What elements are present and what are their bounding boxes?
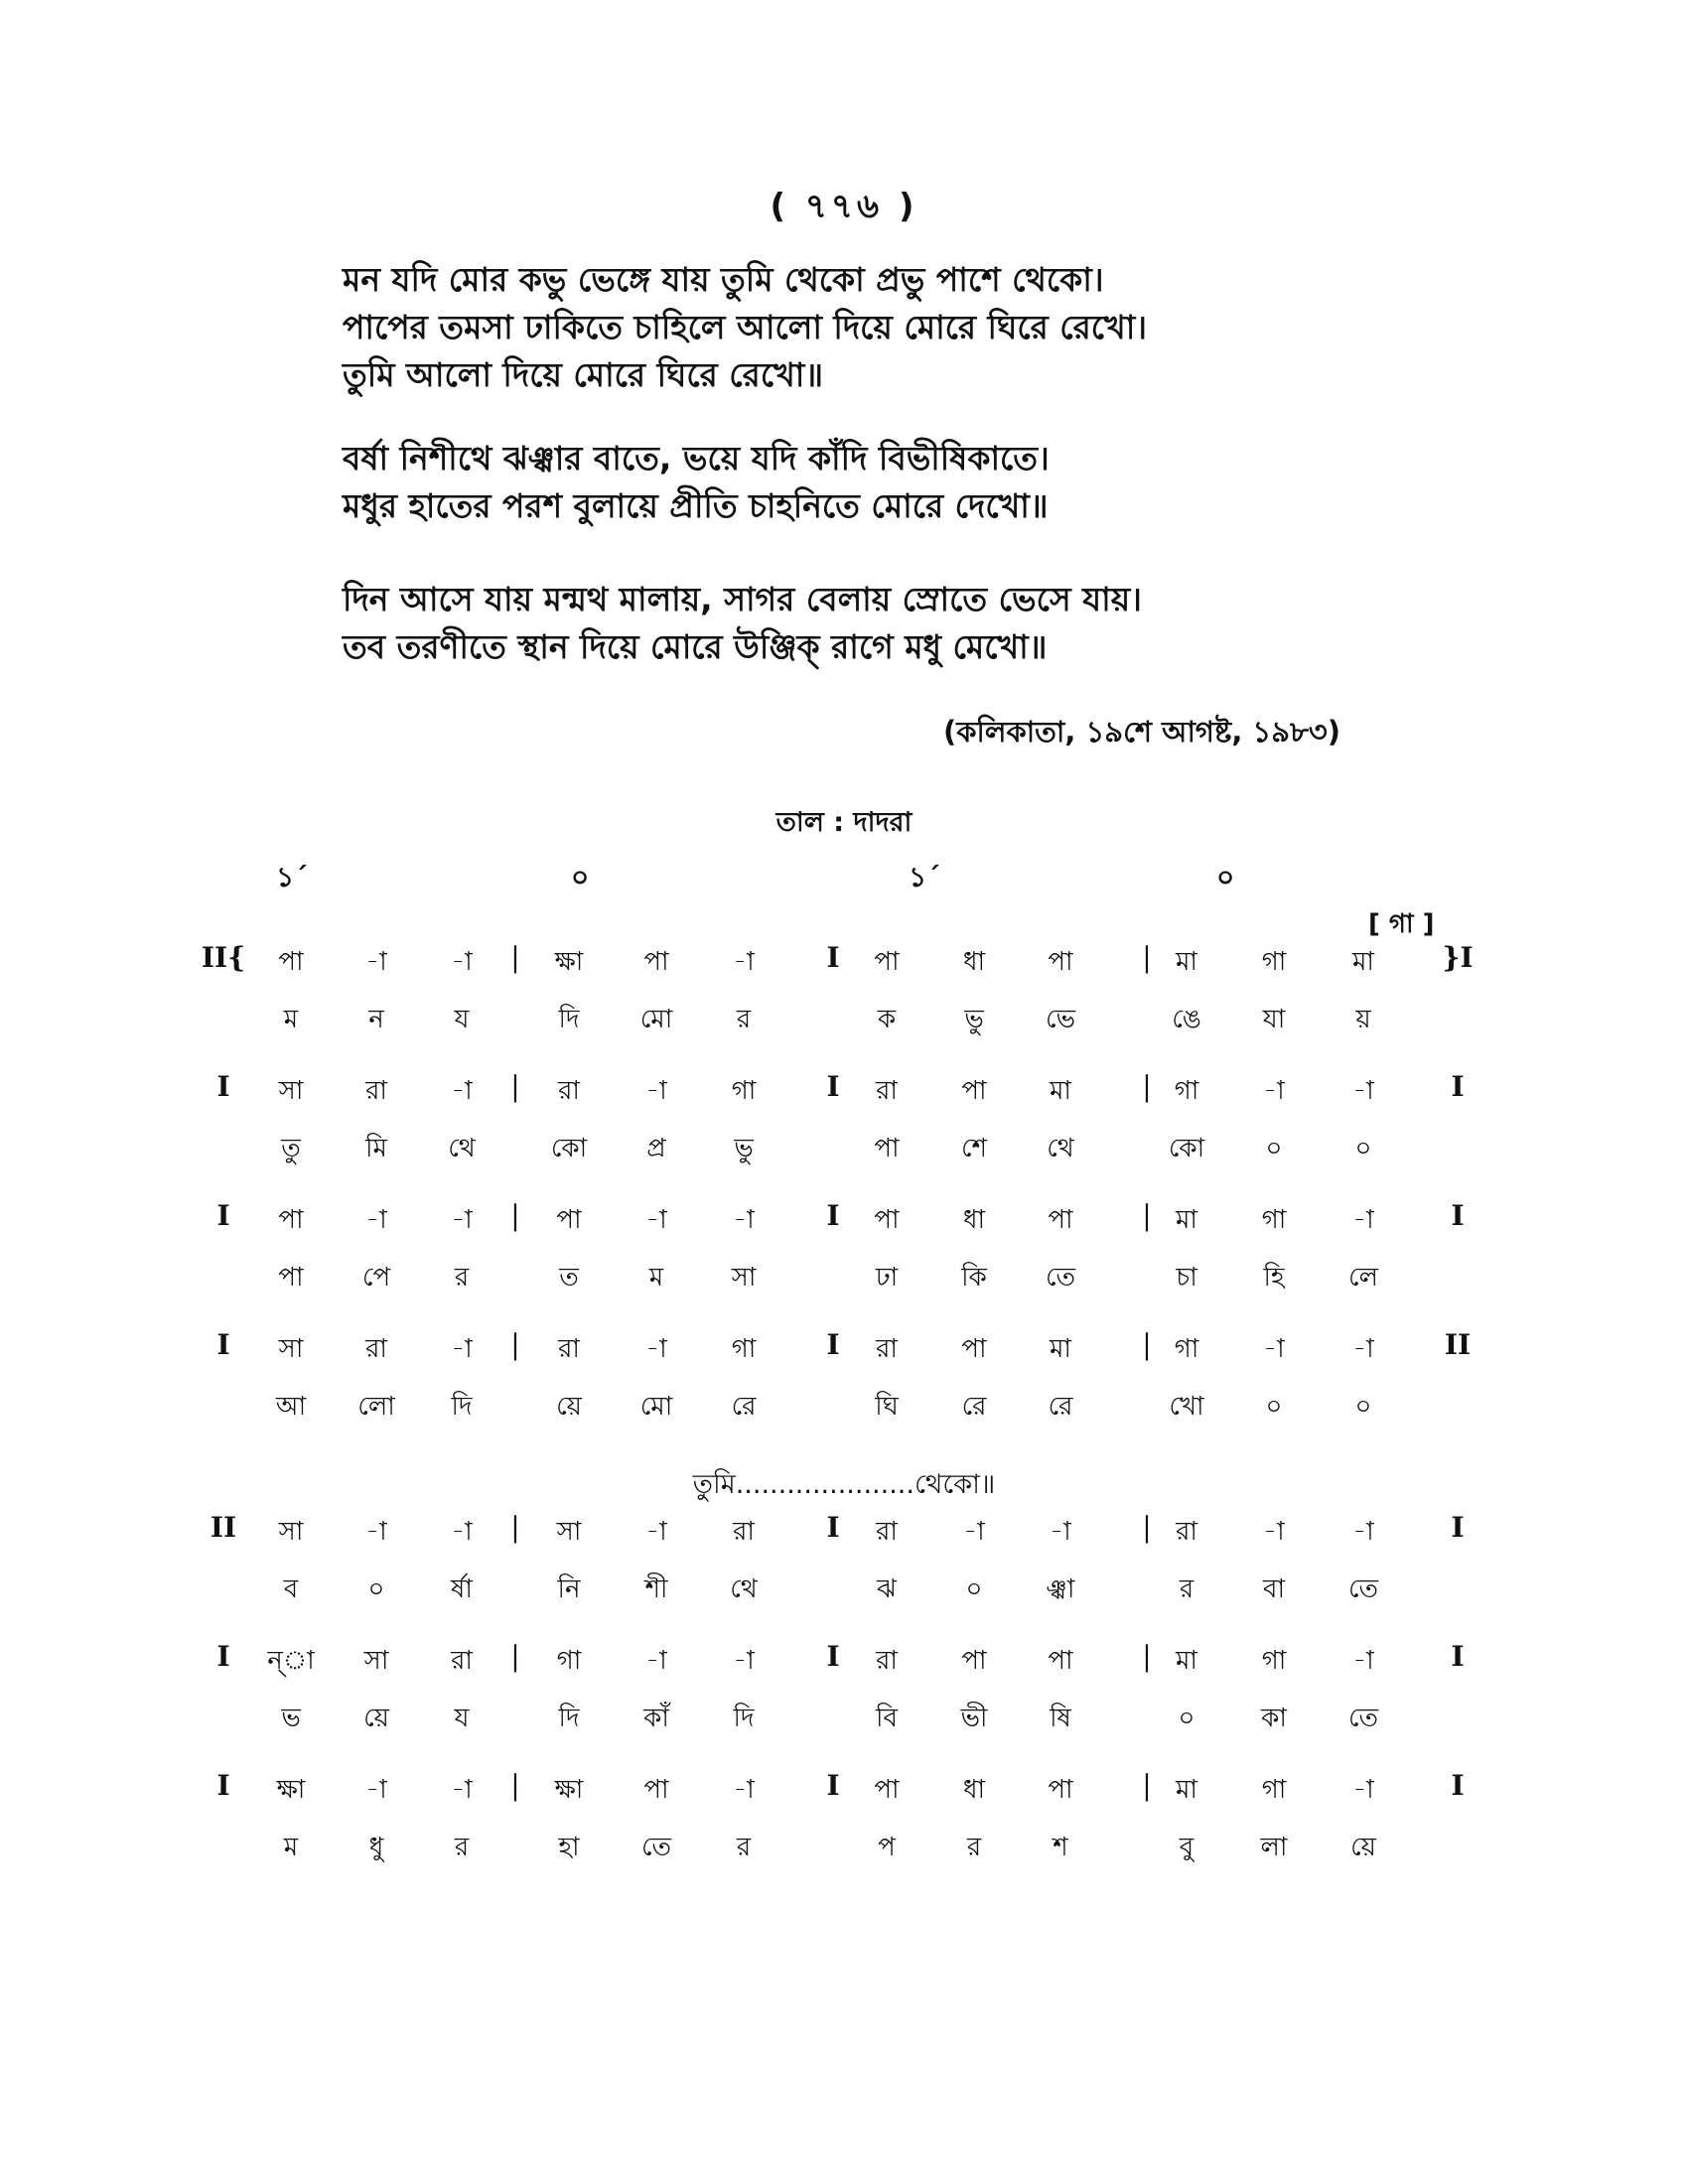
beat-divider: | — [1142, 1511, 1152, 1544]
lyric-syllable: য় — [1355, 1005, 1371, 1034]
swara-cell: পা — [961, 1646, 987, 1676]
stanza-2 — [343, 435, 1375, 530]
swara-cell: গা — [1261, 947, 1287, 977]
beat-divider: | — [510, 941, 520, 974]
swara-cell: গা — [731, 1076, 757, 1106]
swara-cell: রা — [876, 1517, 898, 1547]
bar-line: I — [826, 1640, 840, 1673]
lyric-syllable: রে — [961, 1392, 987, 1422]
swara-cell: মা — [1176, 1646, 1197, 1676]
swara-row — [0, 1328, 1688, 1368]
swara-cell: রা — [876, 1076, 898, 1106]
swara-row — [0, 1511, 1688, 1551]
lyric-syllable-row — [0, 1698, 1688, 1737]
swara-cell: ধা — [962, 1775, 986, 1805]
swara-cell: পা — [874, 1205, 900, 1235]
bar-line: I — [826, 1070, 840, 1103]
lyric-syllable: শী — [644, 1574, 668, 1604]
swara-cell: পা — [643, 1775, 669, 1805]
bar-line-end: I — [1451, 1199, 1465, 1232]
beat-divider: | — [1142, 1640, 1152, 1673]
lyric-syllable: তে — [1045, 1263, 1076, 1293]
swara-cell: -া — [1263, 1517, 1285, 1547]
beat-divider: | — [1142, 1328, 1152, 1361]
lyric-syllable: দি — [733, 1704, 755, 1733]
lyric-syllable: লো — [357, 1392, 395, 1422]
swara-cell: পা — [874, 947, 900, 977]
swara-row — [0, 1769, 1688, 1809]
lyric-syllable: বি — [876, 1704, 898, 1733]
swara-cell: গা — [556, 1646, 582, 1676]
swara-cell: -া — [1352, 1517, 1374, 1547]
lyric-syllable: খো — [1169, 1392, 1204, 1422]
bar-line-start: I — [216, 1769, 230, 1802]
lyric-line: তুমি আলো দিয়ে মোরে ঘিরে রেখো॥ — [343, 355, 823, 394]
swara-row — [0, 1640, 1688, 1680]
lyric-syllable: ন — [368, 1005, 384, 1034]
swara-cell: রা — [876, 1334, 898, 1364]
swara-cell: -া — [451, 1205, 473, 1235]
swara-cell: -া — [645, 1334, 667, 1364]
swara-cell: -া — [1352, 1205, 1374, 1235]
lyric-syllable: থে — [448, 1134, 476, 1163]
swara-cell: রা — [876, 1646, 898, 1676]
swara-row — [0, 1199, 1688, 1239]
swara-cell: ন্া — [267, 1646, 315, 1676]
swara-cell: রা — [451, 1646, 473, 1676]
swara-cell: -া — [365, 1517, 387, 1547]
lyric-syllable: ঘি — [875, 1392, 899, 1422]
lyric-syllable: রে — [1048, 1392, 1073, 1422]
lyric-syllable: র — [966, 1833, 982, 1862]
swara-cell: -া — [733, 1775, 755, 1805]
lyric-syllable: য — [454, 1005, 470, 1034]
swara-cell: পা — [278, 947, 304, 977]
swara-cell: -া — [365, 1775, 387, 1805]
stanza-3 — [343, 576, 1375, 671]
swara-cell: -া — [1263, 1334, 1285, 1364]
lyric-syllable: ০ — [1178, 1704, 1196, 1733]
bar-line-end: }I — [1442, 941, 1474, 974]
swara-cell: ক্ষা — [554, 1775, 584, 1805]
swara-cell: রা — [365, 1334, 387, 1364]
lyric-syllable: শে — [961, 1134, 987, 1163]
lyric-syllable: র — [1179, 1574, 1195, 1604]
lyric-syllable: সা — [731, 1263, 757, 1293]
swara-cell: মা — [1050, 1334, 1071, 1364]
lyric-syllable-row — [0, 1128, 1688, 1167]
bar-line-start: I — [216, 1199, 230, 1232]
swara-cell: -া — [451, 1076, 473, 1106]
swara-cell: -া — [1352, 1076, 1374, 1106]
lyric-syllable-row — [0, 1386, 1688, 1426]
swara-cell: -া — [365, 947, 387, 977]
swara-cell: পা — [1048, 947, 1073, 977]
lyric-syllable: ঝ — [877, 1574, 897, 1604]
bar-line-end: I — [1451, 1511, 1465, 1544]
lyric-syllable: রে — [731, 1392, 757, 1422]
beat-marker: ১´ — [276, 861, 309, 893]
swara-cell: পা — [643, 947, 669, 977]
beat-divider: | — [1142, 1199, 1152, 1232]
beat-divider: | — [510, 1328, 520, 1361]
swara-cell: গা — [1174, 1334, 1199, 1364]
swara-cell: মা — [1176, 947, 1197, 977]
swara-cell: রা — [1176, 1517, 1197, 1547]
swara-cell: পা — [278, 1205, 304, 1235]
beat-divider: | — [1142, 941, 1152, 974]
lyric-syllable: মি — [365, 1134, 387, 1163]
beat-marker: ০ — [571, 861, 590, 893]
lyric-syllable: ভে — [1046, 1005, 1075, 1034]
lyric-syllable: ০ — [1265, 1134, 1283, 1163]
beat-divider: | — [510, 1070, 520, 1103]
swara-cell: ক্ষা — [276, 1775, 306, 1805]
lyric-syllable: দি — [558, 1704, 580, 1733]
swara-cell: -া — [1352, 1646, 1374, 1676]
lyric-syllable: কি — [961, 1263, 987, 1293]
lyric-syllable: ষি — [1050, 1704, 1071, 1733]
swara-cell: গা — [1174, 1076, 1199, 1106]
bar-line-start: I — [216, 1640, 230, 1673]
bracket-note: [ গা ] — [1368, 909, 1435, 939]
lyric-syllable: কা — [1261, 1704, 1287, 1733]
swara-cell: -া — [451, 947, 473, 977]
lyric-syllable: তে — [1347, 1704, 1379, 1733]
lyric-syllable: র — [454, 1833, 470, 1862]
swara-cell: -া — [645, 1076, 667, 1106]
swara-cell: গা — [1261, 1205, 1287, 1235]
lyric-syllable: পে — [361, 1263, 391, 1293]
lyric-syllable: ০ — [965, 1574, 983, 1604]
swara-cell: -া — [1263, 1076, 1285, 1106]
lyric-syllable: কো — [550, 1134, 588, 1163]
swara-cell: রা — [558, 1076, 580, 1106]
tala-heading: তাল : দাদরা — [775, 807, 913, 838]
swara-cell: -া — [963, 1517, 985, 1547]
beat-marker: ০ — [1216, 861, 1235, 893]
lyric-syllable: য়ে — [1350, 1833, 1376, 1862]
bar-line-start: I — [216, 1070, 230, 1103]
lyric-syllable: ০ — [367, 1574, 385, 1604]
lyric-syllable: ম — [283, 1005, 299, 1034]
lyric-line: বর্ষা নিশীথে ঝঞ্ঝার বাতে, ভয়ে যদি কাঁদি বিভীষিকাতে। — [343, 439, 1050, 478]
lyric-syllable: ০ — [1354, 1134, 1372, 1163]
lyric-syllable: হা — [558, 1833, 580, 1862]
lyric-syllable: র — [736, 1833, 752, 1862]
lyric-syllable: ঞ্ঝা — [1046, 1574, 1075, 1604]
lyric-syllable: ০ — [1265, 1392, 1283, 1422]
bar-line: I — [826, 1511, 840, 1544]
lyric-syllable: শ — [1053, 1833, 1068, 1862]
swara-cell: গা — [731, 1334, 757, 1364]
lyric-syllable: ঢা — [875, 1263, 899, 1293]
bar-line-end: I — [1451, 1640, 1465, 1673]
swara-cell: -া — [645, 1517, 667, 1547]
swara-cell: -া — [645, 1646, 667, 1676]
swara-cell: -া — [451, 1775, 473, 1805]
beat-divider: | — [1142, 1070, 1152, 1103]
lyric-syllable: মো — [639, 1005, 673, 1034]
swara-cell: পা — [1048, 1775, 1073, 1805]
swara-cell: পা — [961, 1334, 987, 1364]
lyric-syllable: ধু — [368, 1833, 384, 1862]
lyric-syllable: প্র — [646, 1134, 666, 1163]
lyric-syllable: ভু — [964, 1005, 984, 1034]
swara-cell: মা — [1352, 947, 1374, 977]
lyric-syllable: পা — [874, 1134, 900, 1163]
bar-line-start: II — [210, 1511, 237, 1544]
swara-cell: পা — [1048, 1205, 1073, 1235]
lyric-syllable: ভ — [281, 1704, 301, 1733]
lyric-syllable: র্ষা — [451, 1574, 473, 1604]
bar-line-end: I — [1451, 1769, 1465, 1802]
swara-cell: -া — [1352, 1775, 1374, 1805]
lyric-syllable: থে — [730, 1574, 758, 1604]
lyric-syllable: বা — [1262, 1574, 1285, 1604]
lyric-syllable: কো — [1168, 1134, 1205, 1163]
lyric-syllable: র — [736, 1005, 752, 1034]
lyric-syllable: ভু — [734, 1134, 754, 1163]
lyric-syllable: ম — [648, 1263, 664, 1293]
lyric-syllable: তু — [281, 1134, 301, 1163]
lyric-line: তব তরণীতে স্থান দিয়ে মোরে উঞ্জিক্ রাগে মধু মেখো॥ — [343, 627, 1048, 666]
swara-cell: পা — [556, 1205, 582, 1235]
beat-divider: | — [510, 1640, 520, 1673]
swara-cell: রা — [733, 1517, 755, 1547]
lyric-syllable: থে — [1047, 1134, 1074, 1163]
swara-cell: সা — [278, 1517, 304, 1547]
lyric-line: দিন আসে যায় মন্মথ মালায়, সাগর বেলায় স্রোতে ভেসে যায়। — [343, 580, 1142, 618]
lyric-syllable: দি — [451, 1392, 473, 1422]
lyric-line: মন যদি মোর কভু ভেঙ্গে যায় তুমি থেকো প্রভু পাশে থেকো। — [343, 260, 1104, 299]
lyric-syllable: ম — [283, 1833, 299, 1862]
lyric-syllable-row — [0, 1257, 1688, 1297]
bar-line: I — [826, 941, 840, 974]
lyric-syllable: দি — [558, 1005, 580, 1034]
lyric-line: মধুর হাতের পরশ বুলায়ে প্রীতি চাহনিতে মোরে দেখো॥ — [343, 486, 1049, 525]
lyric-syllable: কাঁ — [643, 1704, 669, 1733]
lyric-syllable: র — [454, 1263, 470, 1293]
lyric-syllable: লে — [1348, 1263, 1378, 1293]
beat-divider: | — [510, 1511, 520, 1544]
bar-line-start: I — [216, 1328, 230, 1361]
beat-divider: | — [510, 1769, 520, 1802]
swara-cell: মা — [1050, 1076, 1071, 1106]
beat-marker: ১´ — [909, 861, 941, 893]
lyric-syllable: বু — [1179, 1833, 1195, 1862]
swara-cell: -া — [451, 1517, 473, 1547]
swara-cell: পা — [961, 1076, 987, 1106]
swara-cell: -া — [365, 1205, 387, 1235]
lyric-syllable: তে — [640, 1833, 672, 1862]
swara-cell: ধা — [962, 947, 986, 977]
lyric-syllable: ব — [283, 1574, 299, 1604]
lyric-syllable: য়ে — [556, 1392, 582, 1422]
swara-cell: সা — [363, 1646, 389, 1676]
beat-divider: | — [1142, 1769, 1152, 1802]
swara-cell: -া — [733, 1205, 755, 1235]
lyric-syllable: তে — [1347, 1574, 1379, 1604]
swara-cell: -া — [733, 1646, 755, 1676]
lyric-syllable: ঙে — [1172, 1005, 1201, 1034]
swara-row — [0, 1070, 1688, 1110]
swara-cell: ধা — [962, 1205, 986, 1235]
lyric-syllable: য — [454, 1704, 470, 1733]
lyric-syllable: য়ে — [363, 1704, 389, 1733]
bar-line: I — [826, 1328, 840, 1361]
lyric-syllable: যা — [1262, 1005, 1286, 1034]
swara-cell: -া — [1050, 1517, 1071, 1547]
lyric-line: পাপের তমসা ঢাকিতে চাহিলে আলো দিয়ে মোরে ঘিরে রেখো। — [343, 308, 1148, 346]
bar-line-start: II{ — [201, 941, 246, 974]
lyric-syllable: ত — [559, 1263, 579, 1293]
swara-cell: মা — [1176, 1205, 1197, 1235]
swara-cell: গা — [1261, 1775, 1287, 1805]
bar-line: I — [826, 1769, 840, 1802]
swara-cell: -া — [1352, 1334, 1374, 1364]
swara-cell: রা — [365, 1076, 387, 1106]
swara-cell: সা — [556, 1517, 582, 1547]
lyric-syllable: নি — [557, 1574, 581, 1604]
lyric-syllable: লা — [1260, 1833, 1288, 1862]
swara-cell: রা — [558, 1334, 580, 1364]
date-line: (কলিকাতা, ১৯শে আগষ্ট, ১৯৮৩) — [943, 715, 1340, 749]
lyric-syllable-row — [0, 1827, 1688, 1866]
swara-cell: -া — [645, 1205, 667, 1235]
beat-divider: | — [510, 1199, 520, 1232]
bar-line-end: I — [1451, 1070, 1465, 1103]
swara-row — [0, 941, 1688, 981]
refrain-line: তুমি.....................থেকো॥ — [692, 1469, 996, 1500]
lyric-syllable-row — [0, 999, 1688, 1038]
bar-line-end: II — [1444, 1328, 1472, 1361]
lyric-syllable: মো — [639, 1392, 673, 1422]
lyric-syllable: প — [878, 1833, 896, 1862]
swara-cell: সা — [278, 1334, 304, 1364]
swara-cell: পা — [1048, 1646, 1073, 1676]
lyric-syllable: পা — [278, 1263, 304, 1293]
lyric-syllable-row — [0, 1569, 1688, 1608]
lyric-syllable: ০ — [1354, 1392, 1372, 1422]
stanza-1 — [343, 256, 1375, 399]
swara-cell: সা — [278, 1076, 304, 1106]
swara-cell: ক্ষা — [554, 947, 584, 977]
lyric-syllable: চা — [1176, 1263, 1197, 1293]
lyric-syllable: ভী — [960, 1704, 988, 1733]
swara-cell: -া — [451, 1334, 473, 1364]
lyric-syllable: আ — [275, 1392, 307, 1422]
swara-cell: মা — [1176, 1775, 1197, 1805]
lyric-syllable: ক — [877, 1005, 897, 1034]
bar-line: I — [826, 1199, 840, 1232]
swara-cell: গা — [1261, 1646, 1287, 1676]
swara-cell: -া — [733, 947, 755, 977]
beat-marker-row — [0, 856, 1688, 895]
lyric-syllable: হি — [1263, 1263, 1285, 1293]
swara-cell: পা — [874, 1775, 900, 1805]
page-number: ( ৭৭৬ ) — [770, 187, 918, 226]
